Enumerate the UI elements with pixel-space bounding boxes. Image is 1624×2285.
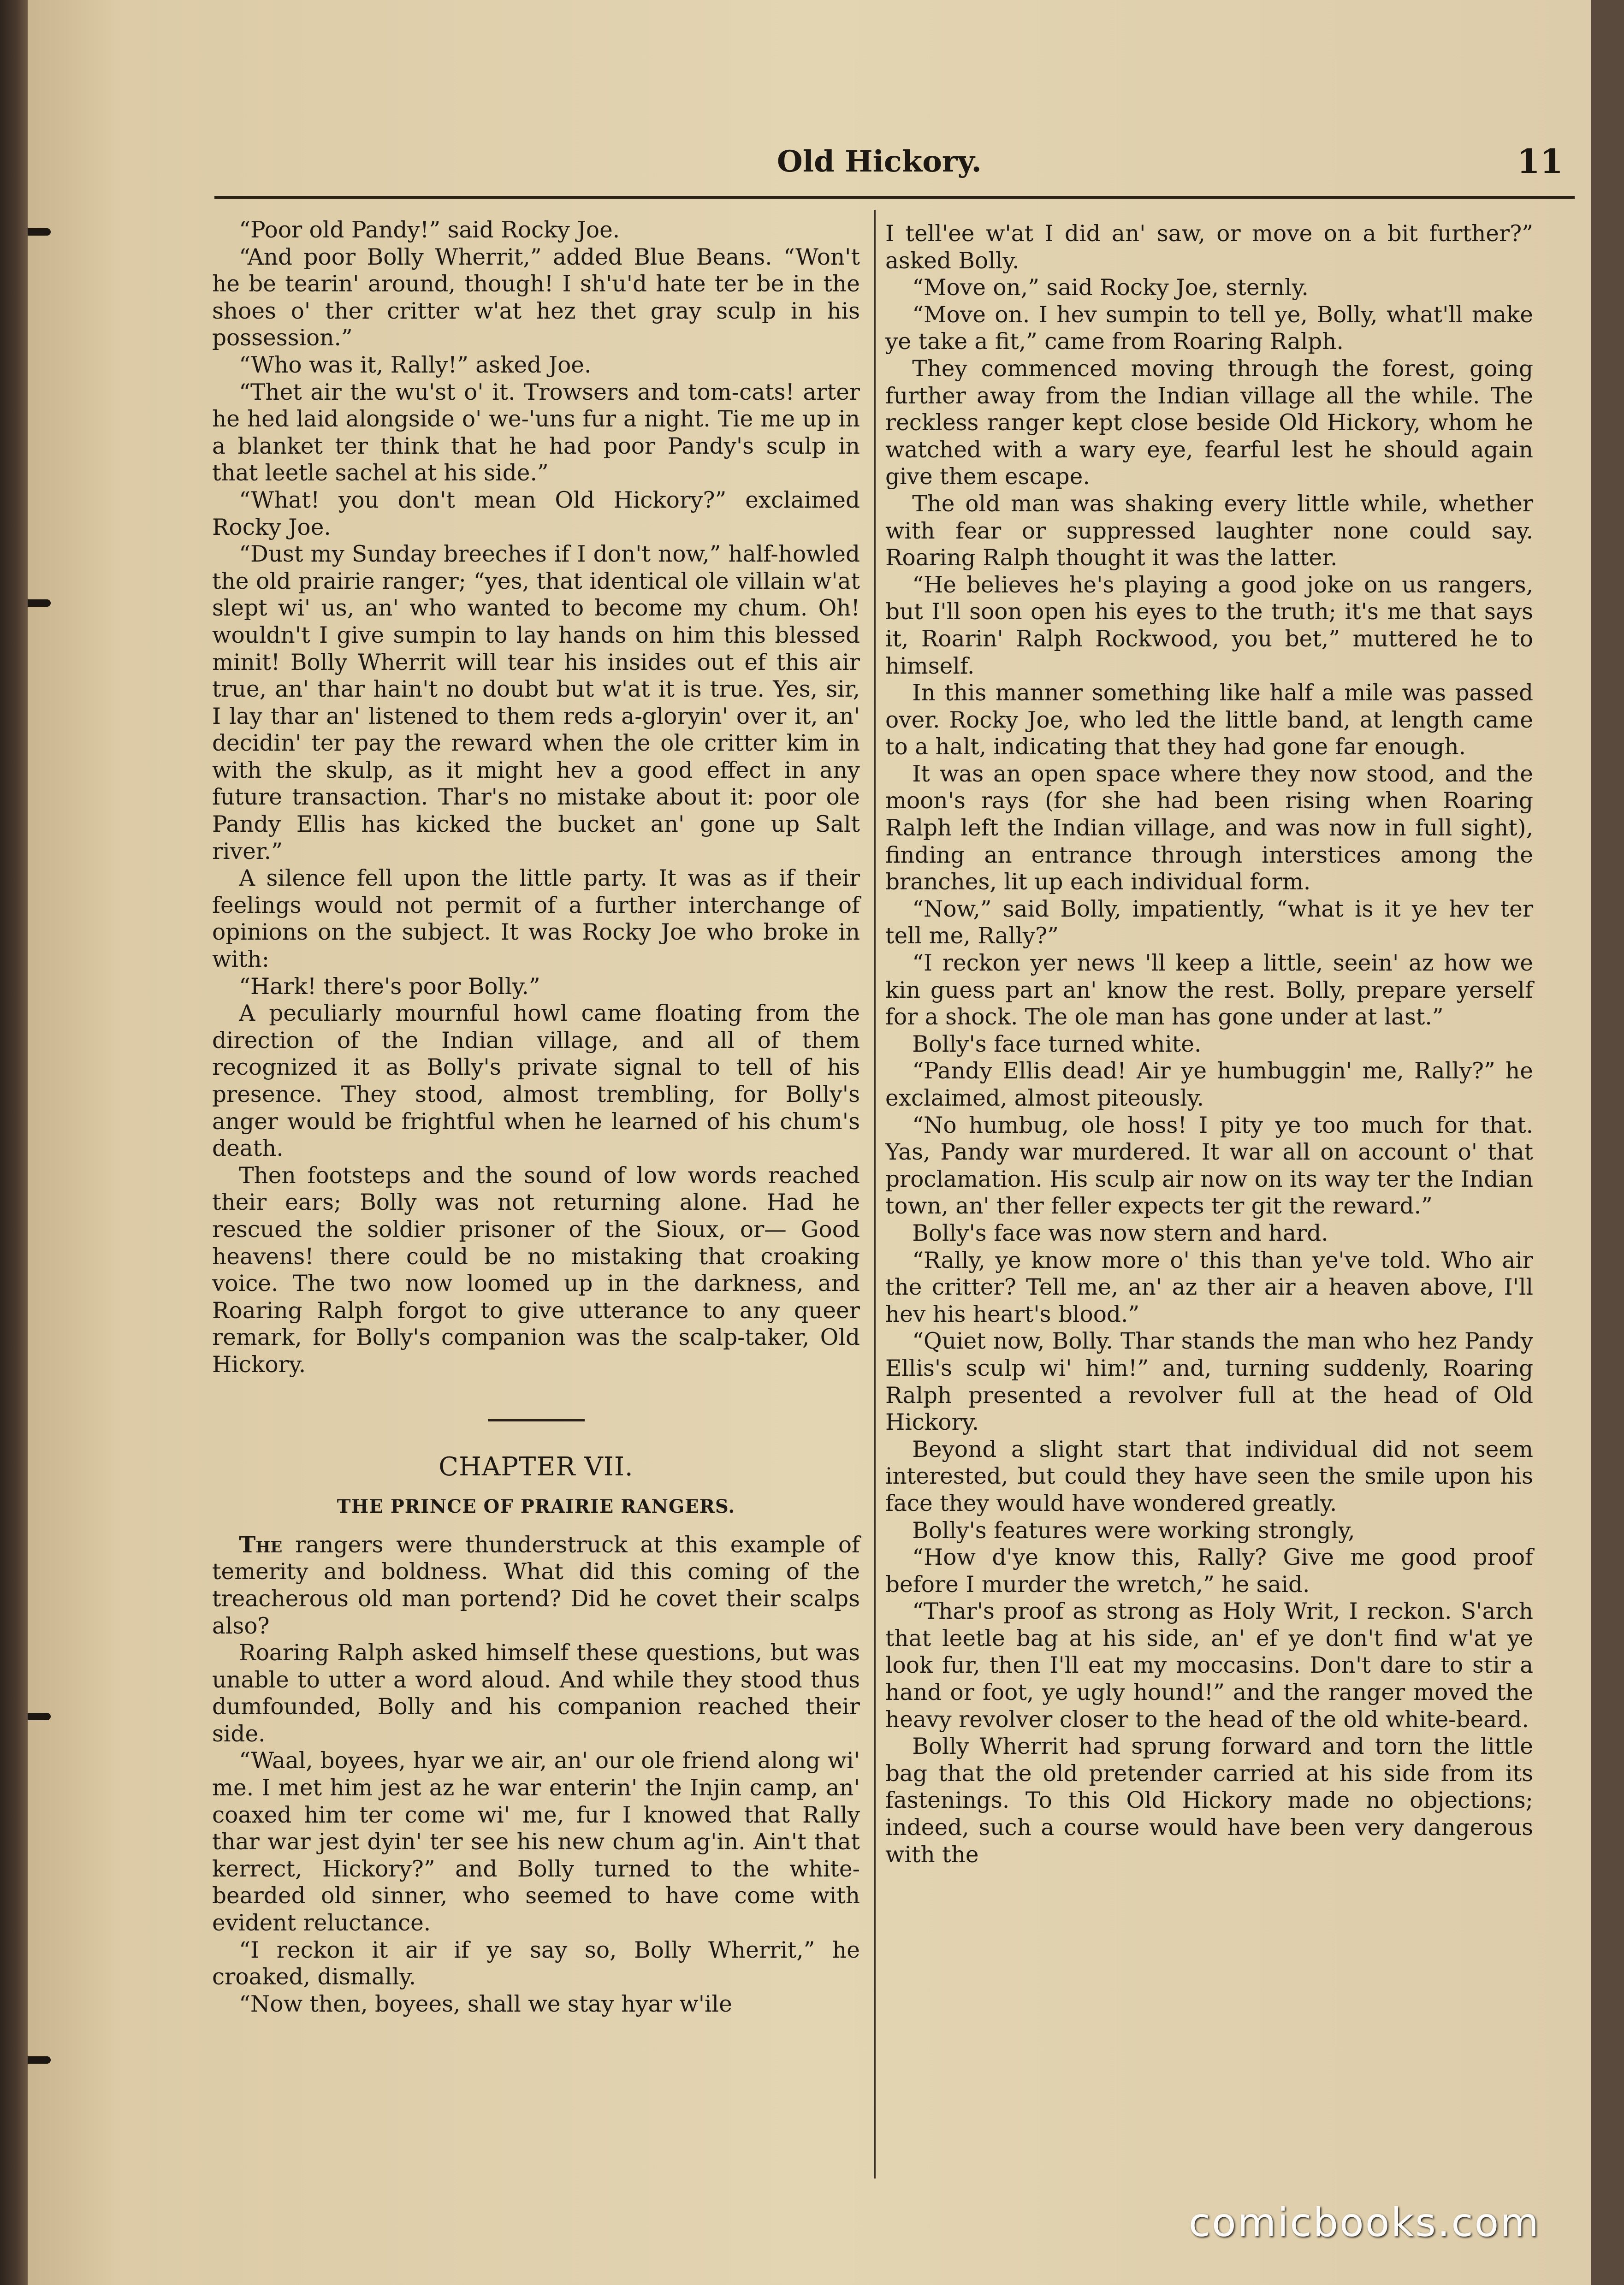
paragraph: “I reckon it air if ye say so, Bolly Wherrit,” he croaked, dismally.: [212, 1937, 860, 1990]
book-binding: [0, 0, 28, 2285]
right-column: [885, 220, 1533, 1868]
section-separator: [488, 1419, 585, 1421]
paragraph: A peculiarly mournful howl came floating from the direction of the Indian village, and all of them recognized it as Bolly's private signal to tell of his presence. They stood, almost trembling, for Bolly's anger would be frightful when he learned of his chum's death.: [212, 1000, 860, 1162]
running-title: Old Hickory.: [777, 144, 982, 179]
chapter-subtitle: THE PRINCE OF PRAIRIE RANGERS.: [337, 1496, 735, 1518]
paragraph: They commenced moving through the forest, going further away from the Indian village all the while. The reckless ranger kept close beside Old Hickory, whom he watched with a wary eye, fearful lest he should again give them escape.: [885, 355, 1533, 490]
paragraph: Bolly Wherrit had sprung forward and torn the little bag that the old pretender carried at his side from its fastenings. To this Old Hickory made no objections; indeed, such a course would have been very dangerous with the: [885, 1734, 1533, 1868]
left-column: [212, 217, 860, 2018]
paragraph: Bolly's face turned white.: [912, 1031, 1202, 1057]
paragraph: “Poor old Pandy!” said Rocky Joe.: [239, 217, 620, 243]
chapter-opening-paragraph: [212, 1532, 860, 1640]
binding-staple: [28, 1713, 51, 1720]
book-page: [28, 0, 1591, 2285]
paragraph: In this manner something like half a mile was passed over. Rocky Joe, who led the little band, at length came to a halt, indicating that they had gone far enough.: [885, 680, 1533, 760]
paragraph: “How d'ye know this, Rally? Give me good proof before I murder the wretch,” he said.: [885, 1545, 1533, 1598]
column-divider: [874, 210, 876, 2178]
paragraph: A silence fell upon the little party. It was as if their feelings would not permit of a further interchange of opinions on the subject. It was Rocky Joe who broke in with:: [212, 865, 860, 973]
paragraph: “No humbug, ole hoss! I pity ye too much for that. Yas, Pandy war murdered. It war all on account o' that proclamation. His sculp air now on its way ter the Indian town, an' ther feller expects ter git the reward.”: [885, 1112, 1533, 1219]
paragraph: “Dust my Sunday breeches if I don't now,” half-howled the old prairie ranger; “yes, that identical ole villain w'at slept wi' us, an' who wanted to become my chum. Oh! wouldn't I give sumpin to lay hands on him this blessed minit! Bolly Wherrit will tear his insides out ef this air true, an' thar hain't no doubt but w'at it is true. Yes, sir, I lay thar an' listened to them reds a-gloryin' over it, an' decidin' ter pay the reward when the ole critter kim in with the skulp, as it might hev a good effect in any future transaction. Thar's no mistake about it: poor ole Pandy Ellis has kicked the bucket an' gone up Salt river.”: [212, 541, 860, 864]
paragraph: “I reckon yer news 'll keep a little, seein' az how we kin guess part an' know the rest. Bolly, prepare yerself for a shock. The ole man has gone under at last.”: [885, 950, 1533, 1030]
paragraph: “Rally, ye know more o' this than ye've told. Who air the critter? Tell me, an' az ther air a heaven above, I'll hev his heart's blood.”: [885, 1247, 1533, 1327]
paragraph: “Move on,” said Rocky Joe, sternly.: [912, 275, 1309, 301]
chapter-opening-text: rangers were thunderstruck at this example of temerity and boldness. What did this coming of the treacherous old man portend? Did he covet their scalps also?: [212, 1532, 860, 1639]
paragraph: “What! you don't mean Old Hickory?” exclaimed Rocky Joe.: [212, 487, 860, 540]
paragraph: It was an open space where they now stood, and the moon's rays (for she had been rising when Roaring Ralph left the Indian village, and was now in full sight), finding an entrance through interstices among the branches, lit up each individual form.: [885, 761, 1533, 895]
page-header: [212, 136, 1577, 187]
site-watermark: comicbooks.com: [1188, 2200, 1540, 2246]
paragraph: “Hark! there's poor Bolly.”: [239, 973, 540, 1000]
paragraph: “Thet air the wu'st o' it. Trowsers and tom-cats! arter he hed laid alongside o' we-'uns fur a night. Tie me up in a blanket ter think that he had poor Pandy's sculp in that leetle sachel at his side.”: [212, 379, 860, 486]
paragraph: “Who was it, Rally!” asked Joe.: [239, 352, 592, 378]
binding-staple: [28, 228, 51, 236]
header-rule: [214, 196, 1575, 199]
page-number: 11: [1517, 142, 1563, 181]
paragraph: “Quiet now, Bolly. Thar stands the man who hez Pandy Ellis's sculp wi' him!” and, turning suddenly, Roaring Ralph presented a revolver full at the head of Old Hickory.: [885, 1328, 1533, 1436]
paragraph: “Waal, boyees, hyar we air, an' our ole friend along wi' me. I met him jest az he war enterin' the Injin camp, an' coaxed him ter come wi' me, fur I knowed that Rally thar war jest dyin' ter see his new chum ag'in. Ain't that kerrect, Hickory?” and Bolly turned to the white-bearded old sinner, who seemed to have come with evident reluctance.: [212, 1748, 860, 1936]
paragraph: Then footsteps and the sound of low words reached their ears; Bolly was not returning alone. Had he rescued the soldier prisoner of the Sioux, or— Good heavens! there could be no mistaking that croaking voice. The two now loomed up in the darkness, and Roaring Ralph forgot to give utterance to any queer remark, for Bolly's companion was the scalp-taker, Old Hickory.: [212, 1162, 860, 1378]
paragraph: The old man was shaking every little while, whether with fear or suppressed laughter none could say. Roaring Ralph thought it was the latter.: [885, 491, 1533, 571]
paragraph: I tell'ee w'at I did an' saw, or move on a bit further?” asked Bolly.: [885, 221, 1533, 274]
paragraph: Roaring Ralph asked himself these questions, but was unable to utter a word aloud. And while they stood thus dumfounded, Bolly and his companion reached their side.: [212, 1640, 860, 1747]
paragraph: “Move on. I hev sumpin to tell ye, Bolly, what'll make ye take a fit,” came from Roaring Ralph.: [885, 302, 1533, 355]
paragraph: Beyond a slight start that individual did not seem interested, but could they have seen the smile upon his face they would have wondered greatly.: [885, 1436, 1533, 1516]
paragraph: “He believes he's playing a good joke on us rangers, but I'll soon open his eyes to the truth; it's me that says it, Roarin' Ralph Rockwood, you bet,” muttered he to himself.: [885, 572, 1533, 679]
paragraph: Bolly's face was now stern and hard.: [912, 1220, 1328, 1246]
paragraph: “Pandy Ellis dead! Air ye humbuggin' me, Rally?” he exclaimed, almost piteously.: [885, 1058, 1533, 1111]
paragraph: “Now then, boyees, shall we stay hyar w'ile: [239, 1991, 732, 2017]
paragraph: “Now,” said Bolly, impatiently, “what is it ye hev ter tell me, Rally?”: [885, 896, 1533, 949]
binding-staple: [28, 2056, 51, 2064]
paragraph: “And poor Bolly Wherrit,” added Blue Beans. “Won't he be tearin' around, though! I sh'u'd hate ter be in the shoes o' ther critter w'at hez thet gray sculp in his possession.”: [212, 244, 860, 351]
paragraph: Bolly's features were working strongly,: [912, 1517, 1355, 1544]
binding-staple: [28, 599, 51, 607]
chapter-heading: CHAPTER VII.: [439, 1451, 634, 1482]
chapter-opening-word: The: [239, 1531, 283, 1558]
paragraph: “Thar's proof as strong as Holy Writ, I reckon. S'arch that leetle bag at his side, an' ef ye don't find w'at ye look fur, then I'll eat my moccasins. Don't dare to stir a hand or foot, ye ugly hound!” and the ranger moved the heavy revolver closer to the head of the old white-beard.: [885, 1598, 1533, 1733]
